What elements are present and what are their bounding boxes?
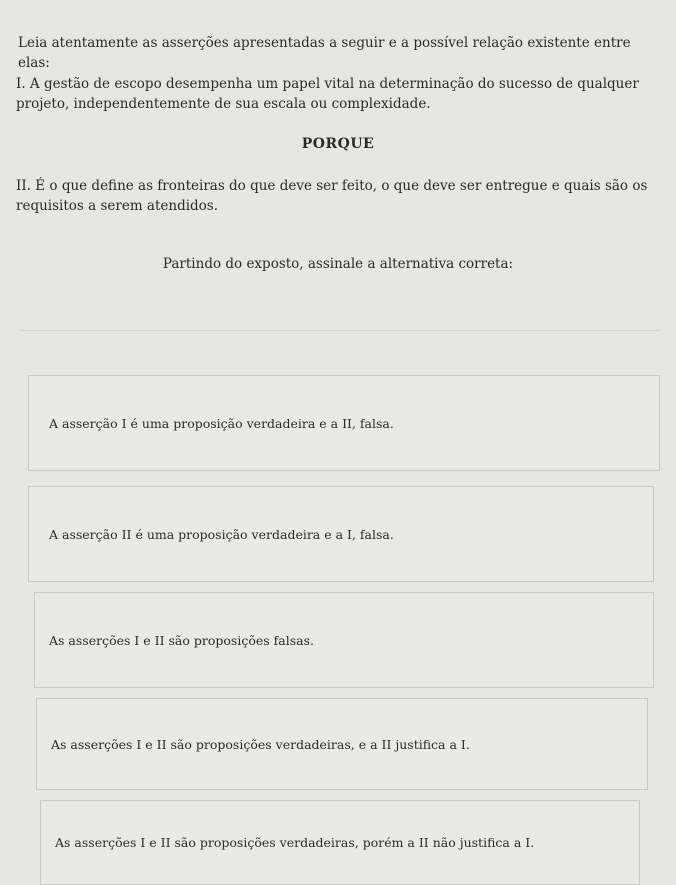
question-prompt: Partindo do exposto, assinale a alternativa correta: bbox=[162, 256, 514, 272]
connector-porque: PORQUE bbox=[301, 136, 375, 152]
assertion-2: II. É o que define as fronteiras do que deve ser feito, o que deve ser entregue e quais são os requisitos a serem atendidos. bbox=[16, 178, 648, 214]
assertion-1: I. A gestão de escopo desempenha um papel vital na determinação do sucesso de qualquer projeto, independentemente de sua escala ou complexidade. bbox=[16, 76, 639, 112]
answer-option-a[interactable] bbox=[28, 375, 660, 471]
answer-option-label: As asserções I e II são proposições verdadeiras, e a II justifica a I. bbox=[51, 736, 470, 752]
answer-option-c[interactable] bbox=[34, 592, 654, 688]
answer-option-e[interactable] bbox=[40, 800, 640, 885]
answer-option-label: A asserção II é uma proposição verdadeira e a I, falsa. bbox=[49, 526, 394, 542]
answer-option-label: As asserções I e II são proposições falsas. bbox=[49, 632, 314, 648]
answer-option-b[interactable] bbox=[28, 486, 654, 582]
question-intro: Leia atentamente as asserções apresentadas a seguir e a possível relação existente entre elas: bbox=[18, 35, 631, 71]
answer-option-label: As asserções I e II são proposições verdadeiras, porém a II não justifica a I. bbox=[55, 835, 535, 850]
answer-option-label: A asserção I é uma proposição verdadeira e a II, falsa. bbox=[49, 415, 394, 431]
answer-option-d[interactable] bbox=[36, 698, 648, 790]
divider bbox=[20, 330, 660, 331]
